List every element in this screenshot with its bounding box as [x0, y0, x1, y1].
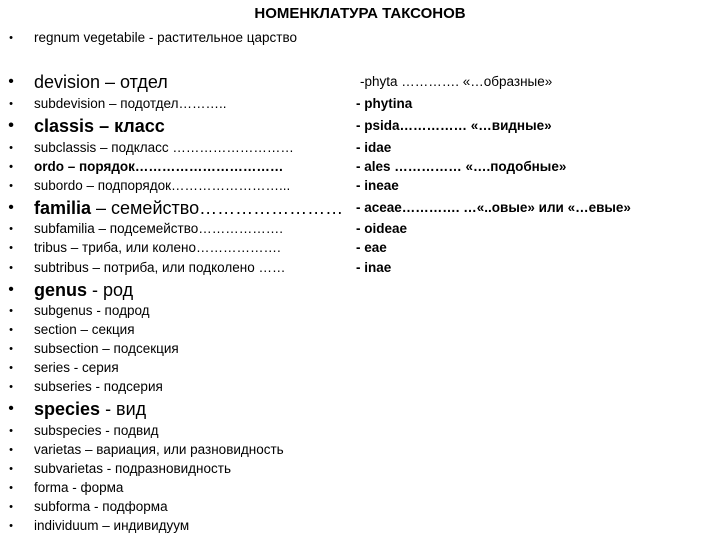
- term: genus: [34, 280, 88, 300]
- bullet: •: [9, 324, 13, 336]
- translation: – отдел: [100, 72, 168, 92]
- term: subsection: [34, 341, 99, 356]
- list-item-subvarietas: [0, 459, 720, 479]
- term: subforma: [34, 499, 91, 514]
- term: section: [34, 322, 77, 337]
- list-item-subtribus: [0, 258, 720, 278]
- term: ordo: [34, 159, 64, 174]
- bullet: •: [9, 520, 13, 532]
- list-item-subclassis: [0, 138, 720, 158]
- list-item-subgenus: [0, 301, 720, 321]
- term: species: [34, 399, 101, 419]
- list-item-ordo: [0, 157, 720, 177]
- bullet: •: [9, 142, 13, 154]
- translation: - подформа: [90, 499, 168, 514]
- bullet: •: [8, 199, 14, 216]
- list-item-subfamilia: [0, 219, 720, 239]
- suffix: - phytina: [356, 96, 413, 111]
- suffix: - psida…………… «…видные»: [356, 118, 552, 133]
- list-item-subspecies: [0, 421, 720, 441]
- suffix: - ineae: [356, 178, 399, 193]
- term: subgenus: [34, 303, 93, 318]
- list-item-series: [0, 358, 720, 378]
- term: subclassis: [34, 140, 97, 155]
- translation: – потриба, или подколено ……: [88, 260, 286, 275]
- bullet: •: [8, 400, 14, 417]
- list-item-tribus: [0, 238, 720, 258]
- translation: - вид: [100, 399, 147, 419]
- suffix: - aceae…………. …«..овые» или «…евые»: [356, 200, 631, 215]
- bullet: •: [9, 362, 13, 374]
- bullet: •: [9, 223, 13, 235]
- bullet: •: [9, 482, 13, 494]
- term: familia: [34, 198, 92, 218]
- list-item-species: [0, 398, 720, 420]
- translation: – индивидуум: [98, 518, 190, 533]
- term: regnum vegetabile: [34, 30, 146, 45]
- translation: – семейство……………………: [91, 198, 344, 218]
- translation: - растительное царство: [145, 30, 297, 45]
- translation: - форма: [68, 480, 124, 495]
- list-item-varietas: [0, 440, 720, 460]
- translation: – триба, или колено……………….: [67, 240, 281, 255]
- term: subvarietas: [34, 461, 104, 476]
- translation: – секция: [76, 322, 135, 337]
- bullet: •: [9, 463, 13, 475]
- term: subordo: [34, 178, 83, 193]
- translation: – вариация, или разновидность: [81, 442, 284, 457]
- list-item-genus: [0, 279, 720, 301]
- bullet: •: [8, 117, 14, 134]
- suffix: - inae: [356, 260, 392, 275]
- suffix: - eae: [356, 240, 387, 255]
- translation: – класс: [94, 116, 165, 136]
- translation: – подотдел………..: [105, 96, 227, 111]
- list-item-subdevision: [0, 94, 720, 114]
- suffix: - ales …………… «….подобные»: [356, 159, 567, 174]
- suffix: - oideae: [356, 221, 408, 236]
- translation: - подразновидность: [103, 461, 231, 476]
- bullet: •: [9, 180, 13, 192]
- page-title: НОМЕНКЛАТУРА ТАКСОНОВ: [254, 5, 466, 22]
- list-item-individuum: [0, 516, 720, 536]
- translation: - подсерия: [91, 379, 163, 394]
- bullet: •: [9, 305, 13, 317]
- term: forma: [34, 480, 69, 495]
- suffix: - idae: [356, 140, 392, 155]
- bullet: •: [8, 281, 14, 298]
- list-item-familia: [0, 197, 720, 219]
- list-item-forma: [0, 478, 720, 498]
- term: series: [34, 360, 71, 375]
- list-item-regnum: [0, 28, 720, 48]
- translation: – подпорядок……………………...: [82, 178, 291, 193]
- term: subdevision: [34, 96, 106, 111]
- suffix: -phyta …………. «…образные»: [360, 74, 553, 89]
- list-item-classis: [0, 115, 720, 137]
- bullet: •: [9, 343, 13, 355]
- translation: - подрод: [92, 303, 150, 318]
- translation: – подсекция: [98, 341, 179, 356]
- list-item-subforma: [0, 497, 720, 517]
- translation: - серия: [70, 360, 119, 375]
- translation: – подсемейство……………….: [94, 221, 283, 236]
- term: devision: [34, 72, 101, 92]
- term: subtribus: [34, 260, 89, 275]
- term: subseries: [34, 379, 92, 394]
- translation: – подкласс ………………………: [96, 140, 294, 155]
- bullet: •: [9, 32, 13, 44]
- term: varietas: [34, 442, 82, 457]
- term: tribus: [34, 240, 68, 255]
- translation: - подвид: [101, 423, 159, 438]
- bullet: •: [9, 381, 13, 393]
- bullet: •: [8, 73, 14, 90]
- bullet: •: [9, 262, 13, 274]
- bullet: •: [9, 161, 13, 173]
- term: individuum: [34, 518, 99, 533]
- list-item-subseries: [0, 377, 720, 397]
- bullet: •: [9, 501, 13, 513]
- bullet: •: [9, 425, 13, 437]
- list-item-devision: [0, 71, 720, 93]
- list-item-subordo: [0, 176, 720, 196]
- translation: – порядок……………………………: [64, 159, 284, 174]
- bullet: •: [9, 242, 13, 254]
- bullet: •: [9, 444, 13, 456]
- term: subspecies: [34, 423, 102, 438]
- bullet: •: [9, 98, 13, 110]
- list-item-subsection: [0, 339, 720, 359]
- list-item-section: [0, 320, 720, 340]
- term: subfamilia: [34, 221, 95, 236]
- translation: - род: [87, 280, 134, 300]
- term: classis: [34, 116, 95, 136]
